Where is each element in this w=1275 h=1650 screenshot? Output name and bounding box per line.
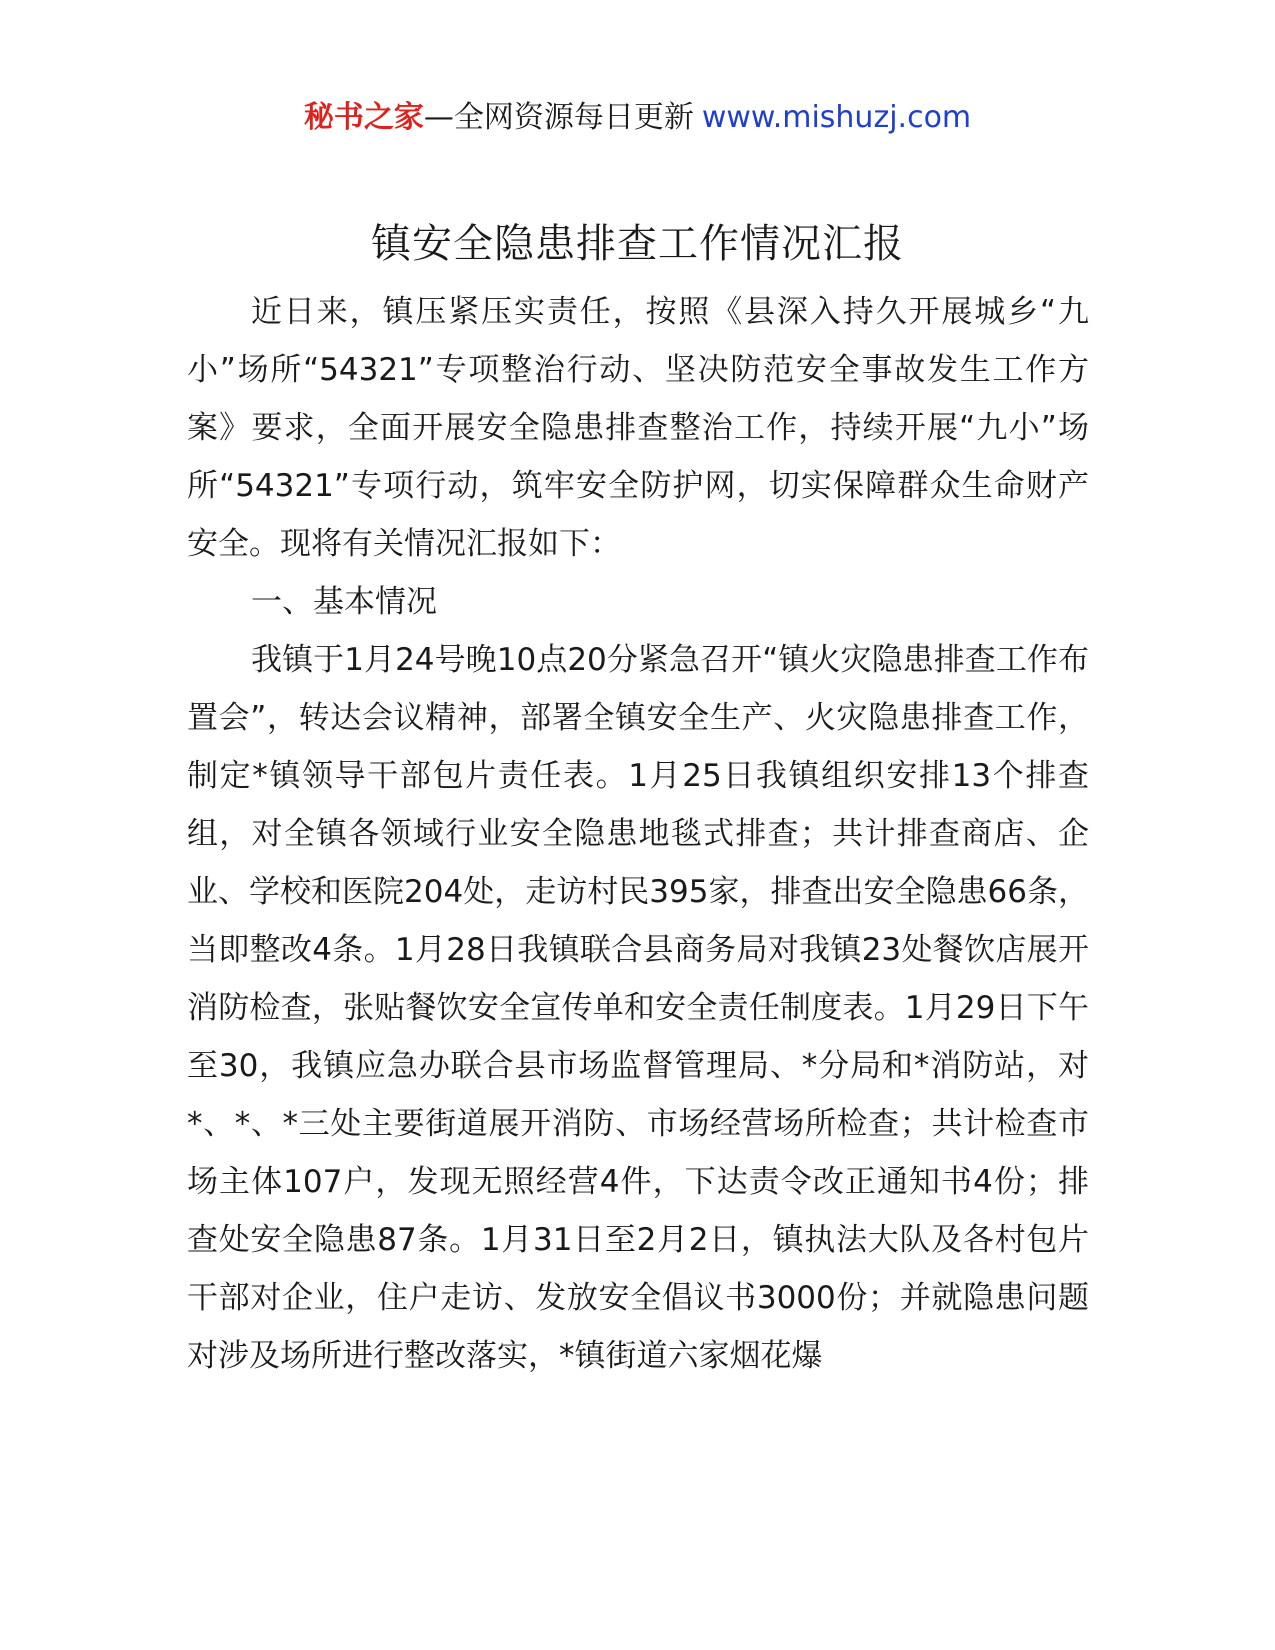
basic-situation-paragraph: 我镇于1月24号晚10点20分紧急召开“镇火灾隐患排查工作布置会”，转达会议精神，部署全镇安全生产、火灾隐患排查工作，制定*镇领导干部包片责任表。1月25日我镇组织安排13个排查组，对全镇各领域行业安全隐患地毯式排查；共计排查商店、企业、学校和医院204处，走访村民395家，排查出安全隐患66条，当即整改4条。1月28日我镇联合县商务局对我镇23处餐饮店展开消防检查，张贴餐饮安全宣传单和安全责任制度表。1月29日下午至30，我镇应急办联合县市场监督管理局、*分局和*消防站，对*、*、*三处主要街道展开消防、市场经营场所检查；共计检查市场主体107户，发现无照经营4件，下达责令改正通知书4份；排查处安全隐患87条。1月31日至2月2日，镇执法大队及各村包片干部对企业，住户走访、发放安全倡议书3000份；并就隐患问题对涉及场所进行整改落实，*镇街道六家烟花爆: [187, 642, 1089, 1374]
intro-paragraph: 近日来，镇压紧压实责任，按照《县深入持久开展城乡“九小”场所“54321”专项整治行动、坚决防范安全事故发生工作方案》要求，全面开展安全隐患排查整治工作，持续开展“九小”场所“54321”专项行动，筑牢安全防护网，切实保障群众生命财产安全。现将有关情况汇报如下：: [187, 294, 1089, 562]
site-url-link[interactable]: www.mishuzj.com: [701, 100, 972, 135]
document-body: [187, 283, 1089, 1385]
site-slogan: —全网资源每日更新: [423, 100, 694, 135]
document-title: 镇安全隐患排查工作情况汇报: [371, 221, 904, 267]
section-heading-basic-situation: 一、基本情况: [251, 584, 437, 620]
site-header: [0, 98, 1275, 138]
brand-name: 秘书之家: [303, 100, 424, 135]
